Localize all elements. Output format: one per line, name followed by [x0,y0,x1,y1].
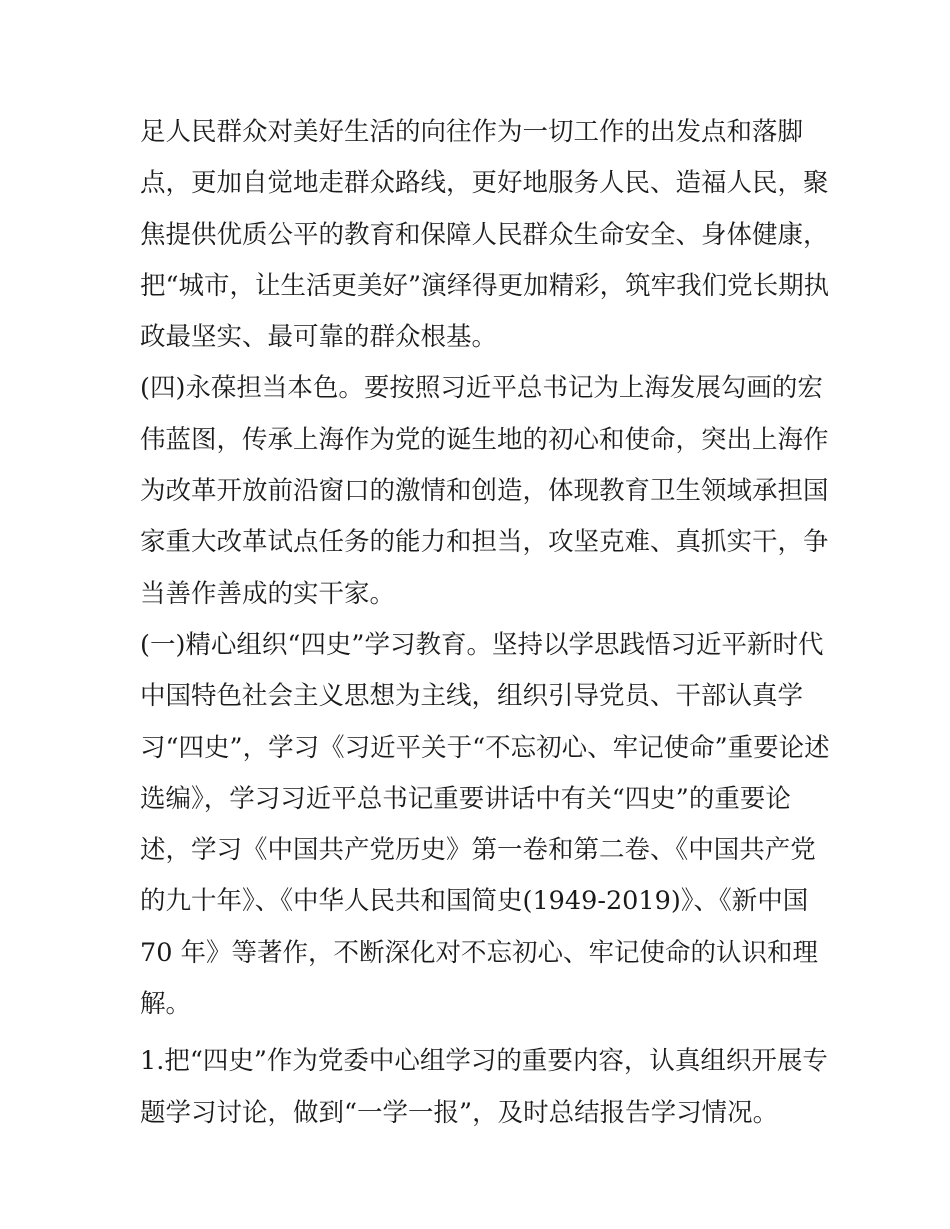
text-line: (一)精心组织“四史”学习教育。坚持以学思践悟习近平新时代 [140,629,824,660]
text-line: 解。 [140,989,192,1020]
text-line: 70 年》等著作，不断深化对不忘初心、牢记使命的认识和理 [140,937,819,968]
document-body [140,107,830,1139]
text-line: 1.把“四史”作为党委中心组学习的重要内容，认真组织开展专 [140,1046,828,1077]
text-line: 中国特色社会主义思想为主线，组织引导党员、干部认真学 [140,681,804,712]
text-line: (四)永葆担当本色。要按照习近平总书记为上海发展勾画的宏 [140,373,823,404]
text-line: 足人民群众对美好生活的向往作为一切工作的出发点和落脚 [140,117,804,147]
text-line: 政最坚实、最可靠的群众根基。 [140,322,498,353]
text-line: 把“城市，让生活更美好”演绎得更加精彩，筑牢我们党长期执 [140,270,830,301]
text-line: 伟蓝图，传承上海作为党的诞生地的初心和使命，突出上海作 [140,424,829,455]
text-line: 家重大改革试点任务的能力和担当，攻坚克难、真抓实干，争 [140,527,829,558]
text-line: 的九十年》、《中华人民共和国简史(1949-2019)》、《新中国 [140,886,809,917]
text-line: 习“四史”，学习《习近平关于“不忘初心、牢记使命”重要论述 [140,732,830,763]
text-line: 点，更加自觉地走群众路线，更好地服务人民、造福人民，聚 [140,168,829,199]
text-line: 焦提供优质公平的教育和保障人民群众生命安全、身体健康， [140,219,829,250]
text-line: 题学习讨论，做到“一学一报”，及时总结报告学习情况。 [140,1097,779,1128]
text-line: 为改革开放前沿窗口的激情和创造，体现教育卫生领域承担国 [140,476,829,507]
text-line: 述，学习《中国共产党历史》第一卷和第二卷、《中国共产党 [140,835,816,866]
text-line: 当善作善成的实干家。 [140,578,396,609]
text-line: 选编》，学习习近平总书记重要讲话中有关“四史”的重要论 [140,783,791,814]
